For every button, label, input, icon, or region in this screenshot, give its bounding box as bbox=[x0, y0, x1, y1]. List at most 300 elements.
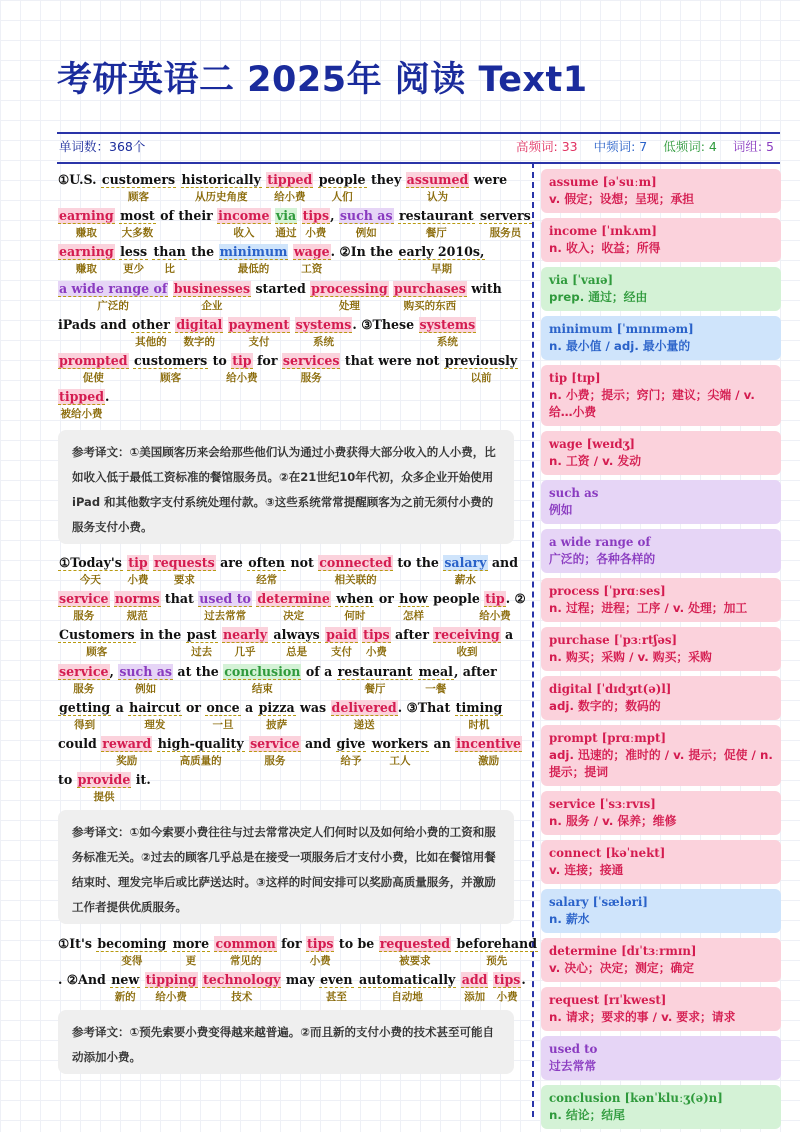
word-gloss: 支付 bbox=[248, 335, 270, 348]
vocab-card bbox=[541, 316, 781, 360]
plain-word: they bbox=[370, 172, 402, 187]
plain-word: , after bbox=[453, 663, 497, 679]
plain-word: the bbox=[195, 663, 219, 679]
word-gloss: 添加 bbox=[464, 991, 486, 1004]
word-gloss: 例如 bbox=[355, 227, 377, 240]
column-divider bbox=[532, 162, 534, 1117]
annotated-word bbox=[58, 389, 105, 421]
annotated-word bbox=[77, 772, 132, 804]
translation-1: 参考译文：①美国顾客历来会给那些他们认为通过小费获得大部分收入的人小费，比如收入低于最低工资标准的餐馆服务员。②在21世纪10年代初，众多企业开始使用 iPad 和其他数字支付系统处理付款。③这些系统常常提醒顾客为之前无须付小费的服务支付小费。 bbox=[58, 430, 514, 544]
vocab-card bbox=[541, 938, 781, 982]
annotated-word bbox=[226, 352, 258, 384]
annotated-word bbox=[127, 555, 149, 586]
vocab-definition: n. 最小值 / adj. 最小量的 bbox=[549, 339, 691, 353]
annotated-word bbox=[153, 555, 216, 586]
vocab-word: minimum [ˈmɪnɪməm] bbox=[549, 322, 694, 336]
word-text: than bbox=[153, 244, 186, 260]
vocab-card bbox=[541, 725, 781, 786]
word-text: requested bbox=[379, 936, 451, 951]
annotated-word bbox=[444, 352, 518, 384]
plain-word: , bbox=[109, 663, 114, 679]
annotated-word bbox=[443, 555, 487, 586]
plain-word: . ② bbox=[505, 591, 526, 607]
annotated-word bbox=[282, 352, 341, 384]
annotated-word bbox=[119, 244, 148, 276]
plain-word: could bbox=[58, 735, 97, 751]
word-gloss: 顾客 bbox=[160, 371, 182, 384]
word-gloss: 过去常常 bbox=[204, 610, 247, 623]
vocab-word: assume [əˈsuːm] bbox=[549, 175, 657, 189]
plain-word: to bbox=[58, 772, 73, 788]
plain-word: or bbox=[378, 591, 394, 607]
vocab-card bbox=[541, 267, 781, 311]
word-text: wage bbox=[293, 244, 330, 260]
vocab-definition: n. 收入；收益；所得 bbox=[549, 241, 661, 255]
annotated-word bbox=[272, 627, 320, 659]
word-text: earning bbox=[59, 208, 114, 224]
english-text bbox=[58, 244, 485, 276]
word-text: tip bbox=[128, 555, 148, 570]
annotated-word bbox=[114, 591, 161, 623]
vocab-word: via [ˈvaɪə] bbox=[549, 273, 614, 287]
text-line bbox=[58, 206, 531, 242]
annotated-word bbox=[175, 316, 223, 348]
word-text: tips bbox=[493, 972, 521, 988]
word-gloss: 变得 bbox=[121, 955, 143, 967]
english-text bbox=[58, 389, 110, 421]
vocab-card bbox=[541, 627, 781, 671]
annotated-word bbox=[393, 280, 467, 312]
word-text: salary bbox=[444, 555, 487, 570]
text-line bbox=[58, 279, 524, 315]
annotated-word bbox=[186, 627, 218, 659]
word-gloss: 小费 bbox=[309, 955, 331, 967]
annotated-word bbox=[58, 663, 110, 695]
word-gloss: 激励 bbox=[478, 754, 500, 767]
english-text bbox=[58, 663, 497, 695]
word-gloss: 给小费 bbox=[479, 610, 511, 623]
annotated-word bbox=[318, 172, 367, 203]
vocab-word: salary [ˈsæləri] bbox=[549, 895, 648, 909]
annotated-word bbox=[362, 627, 391, 659]
vocab-card bbox=[541, 889, 781, 933]
word-gloss: 小费 bbox=[365, 646, 387, 659]
annotated-word bbox=[455, 735, 522, 767]
annotated-word bbox=[398, 244, 486, 276]
word-text: technology bbox=[202, 972, 281, 988]
word-text: minimum bbox=[219, 244, 288, 260]
vocab-definition: n. 薪水 bbox=[549, 912, 590, 926]
word-text: businesses bbox=[173, 280, 251, 296]
word-gloss: 顾客 bbox=[128, 191, 150, 203]
word-gloss: 服务 bbox=[300, 371, 322, 384]
word-text: tips bbox=[363, 627, 390, 643]
word-text: less bbox=[120, 244, 148, 260]
word-text: ①Today's bbox=[59, 555, 122, 570]
word-gloss: 何时 bbox=[344, 610, 366, 623]
word-text: common bbox=[215, 936, 276, 951]
plain-word: a bbox=[324, 663, 333, 679]
plain-word: was bbox=[300, 699, 327, 715]
english-text bbox=[58, 772, 151, 804]
word-gloss: 小费 bbox=[305, 227, 327, 240]
word-text: previously bbox=[444, 352, 518, 368]
word-text: customers bbox=[101, 172, 176, 187]
word-text: assumed bbox=[406, 172, 469, 187]
word-gloss: 薪水 bbox=[454, 574, 476, 586]
word-text: payment bbox=[228, 316, 290, 332]
word-gloss: 工资 bbox=[301, 263, 323, 276]
annotated-word bbox=[219, 244, 289, 276]
vocab-definition: n. 过程；进程；工序 / v. 处理；加工 bbox=[549, 601, 748, 615]
plain-word: . bbox=[521, 972, 526, 988]
text-line bbox=[58, 589, 524, 625]
annotated-word bbox=[266, 172, 313, 203]
plain-word: or bbox=[185, 699, 201, 715]
word-gloss: 决定 bbox=[283, 610, 305, 623]
plain-word: a bbox=[115, 699, 124, 715]
annotated-word bbox=[379, 936, 451, 967]
word-gloss: 赚取 bbox=[75, 227, 97, 240]
paragraph-1 bbox=[58, 170, 531, 423]
plain-word: in bbox=[139, 627, 154, 643]
word-text: tipped bbox=[267, 172, 313, 187]
text-line bbox=[58, 242, 524, 278]
plain-word: a bbox=[245, 699, 254, 715]
word-gloss: 过去 bbox=[191, 646, 213, 659]
text-line bbox=[58, 387, 524, 423]
word-gloss: 给予 bbox=[340, 754, 362, 767]
plain-word: ①U.S. bbox=[58, 172, 97, 187]
english-text bbox=[58, 280, 502, 312]
annotated-word bbox=[398, 208, 475, 240]
word-gloss: 提供 bbox=[93, 791, 115, 804]
annotated-word bbox=[398, 591, 428, 623]
annotated-word bbox=[318, 555, 393, 586]
word-gloss: 餐厅 bbox=[364, 682, 386, 695]
word-gloss: 通过 bbox=[275, 227, 297, 240]
word-text: even bbox=[320, 972, 353, 988]
annotated-word bbox=[461, 972, 489, 1004]
annotated-word bbox=[181, 172, 262, 203]
plain-word: not bbox=[416, 352, 440, 368]
plain-word: be bbox=[357, 936, 375, 951]
annotated-word bbox=[157, 735, 245, 767]
annotated-word bbox=[198, 591, 252, 623]
word-gloss: 小费 bbox=[127, 574, 149, 586]
word-gloss: 给小费 bbox=[274, 191, 306, 203]
word-gloss: 赚取 bbox=[75, 263, 97, 276]
word-gloss: 怎样 bbox=[402, 610, 424, 623]
plain-word: iPads bbox=[58, 316, 96, 332]
annotated-word bbox=[336, 735, 367, 767]
vocab-card bbox=[541, 218, 781, 262]
english-text bbox=[58, 591, 526, 623]
annotated-word bbox=[58, 699, 111, 731]
annotated-word bbox=[310, 280, 388, 312]
vocab-word: tip [tɪp] bbox=[549, 371, 601, 385]
word-text: tip bbox=[485, 591, 505, 607]
word-gloss: 比 bbox=[164, 263, 175, 276]
annotated-word bbox=[133, 352, 208, 384]
word-text: systems bbox=[295, 316, 352, 332]
vocab-word: wage [weɪdʒ] bbox=[549, 437, 635, 451]
word-gloss: 服务 bbox=[73, 610, 95, 623]
vocab-word: service [ˈsɜːrvɪs] bbox=[549, 797, 656, 811]
annotated-word bbox=[302, 208, 331, 240]
vocab-word: digital [ˈdɪdʒɪt(ə)l] bbox=[549, 682, 672, 696]
annotated-word bbox=[337, 663, 414, 695]
vocab-definition: n. 服务 / v. 保养；维修 bbox=[549, 814, 677, 828]
word-gloss: 常见的 bbox=[229, 955, 262, 967]
annotated-word bbox=[205, 699, 240, 731]
word-gloss: 递送 bbox=[353, 718, 375, 731]
vocab-definition: n. 购买；采购 / v. 购买；采购 bbox=[549, 650, 712, 664]
plain-word: may bbox=[285, 972, 315, 988]
plain-word: were bbox=[378, 352, 412, 368]
annotated-word bbox=[131, 316, 171, 348]
plain-word: ③That bbox=[406, 699, 451, 715]
word-gloss: 工人 bbox=[389, 754, 411, 767]
word-text: nearly bbox=[222, 627, 268, 643]
word-text: early 2010s, bbox=[398, 244, 485, 260]
word-gloss: 新的 bbox=[114, 991, 136, 1004]
vocab-definition: n. 工资 / v. 发动 bbox=[549, 454, 642, 468]
word-gloss: 促使 bbox=[82, 371, 104, 384]
annotated-word bbox=[325, 627, 358, 659]
vocab-card bbox=[541, 1036, 781, 1080]
word-gloss: 一旦 bbox=[212, 718, 234, 731]
vocab-card bbox=[541, 529, 781, 573]
paragraph-2 bbox=[58, 553, 524, 806]
text-line bbox=[58, 734, 524, 770]
annotated-word bbox=[172, 936, 210, 967]
word-text: Customers bbox=[59, 627, 135, 643]
annotated-word bbox=[110, 972, 140, 1004]
plain-word: and bbox=[100, 316, 127, 332]
word-text: receiving bbox=[434, 627, 500, 643]
vocab-card bbox=[541, 365, 781, 426]
word-gloss: 几乎 bbox=[234, 646, 256, 659]
vocab-word: purchase [ˈpɜːrtʃəs] bbox=[549, 633, 678, 647]
vocab-word: a wide range of bbox=[549, 535, 651, 549]
vocab-definition: 过去常常 bbox=[549, 1059, 597, 1073]
annotated-word bbox=[479, 208, 532, 240]
word-text: via bbox=[275, 208, 297, 224]
word-gloss: 披萨 bbox=[266, 718, 288, 731]
plain-word: at bbox=[177, 663, 192, 679]
word-text: add bbox=[461, 972, 488, 988]
text-line bbox=[58, 662, 524, 698]
word-gloss: 支付 bbox=[330, 646, 352, 659]
word-gloss: 服务 bbox=[264, 754, 286, 767]
annotated-word bbox=[295, 316, 353, 348]
plain-word: for bbox=[257, 352, 278, 368]
word-gloss: 大多数 bbox=[121, 227, 154, 240]
word-gloss: 企业 bbox=[201, 299, 223, 312]
vocab-word: income [ˈɪnkʌm] bbox=[549, 224, 657, 238]
translation-2: 参考译文：①如今索要小费往往与过去常常决定人们何时以及如何给小费的工资和服务标准无关。②过去的顾客几乎总是在接受一项服务后才支付小费，比如在餐馆用餐结束时、理发完毕后或比萨送达时。③这样的时间安排可以奖励高质量服务，并激励工作者提供优质服务。 bbox=[58, 810, 514, 924]
word-text: such as bbox=[339, 208, 393, 224]
word-text: how bbox=[399, 591, 428, 607]
text-line bbox=[58, 625, 524, 661]
word-text: high-quality bbox=[157, 735, 244, 751]
word-text: new bbox=[111, 972, 140, 988]
paragraph-3 bbox=[58, 934, 538, 1006]
annotated-word bbox=[433, 627, 500, 659]
word-text: becoming bbox=[97, 936, 167, 951]
annotated-word bbox=[214, 936, 276, 967]
word-gloss: 预先 bbox=[486, 955, 508, 967]
vocab-definition: adj. 迅速的；准时的 / v. 提示；促使 / n. 提示；提词 bbox=[549, 748, 773, 779]
text-line bbox=[58, 970, 524, 1006]
word-text: automatically bbox=[358, 972, 456, 988]
word-text: used to bbox=[199, 591, 251, 607]
plain-word: a bbox=[505, 627, 514, 643]
annotated-word bbox=[455, 699, 504, 731]
vocab-word: connect [kəˈnekt] bbox=[549, 846, 666, 860]
english-text bbox=[58, 936, 538, 967]
annotated-word bbox=[101, 172, 176, 203]
text-line bbox=[58, 553, 524, 589]
word-gloss: 给小费 bbox=[226, 371, 258, 384]
word-gloss: 奖励 bbox=[116, 754, 138, 767]
plain-word: . bbox=[397, 699, 403, 715]
plain-word: it. bbox=[135, 772, 151, 788]
annotated-word bbox=[331, 699, 398, 731]
word-gloss: 甚至 bbox=[325, 991, 347, 1004]
plain-word: after bbox=[395, 627, 430, 643]
word-text: workers bbox=[371, 735, 429, 751]
word-text: getting bbox=[59, 699, 111, 715]
annotated-word bbox=[358, 972, 456, 1004]
word-text: more bbox=[172, 936, 210, 951]
english-text bbox=[58, 627, 514, 659]
annotated-word bbox=[293, 244, 331, 276]
word-gloss: 要求 bbox=[173, 574, 195, 586]
text-line bbox=[58, 934, 538, 970]
word-text: when bbox=[336, 591, 374, 607]
annotated-word bbox=[256, 591, 331, 623]
word-text: meal bbox=[418, 663, 453, 679]
high-frequency-count: 高频词: 33 bbox=[516, 139, 578, 154]
vocab-definition: prep. 通过；经由 bbox=[549, 290, 648, 304]
word-gloss: 经常 bbox=[256, 574, 278, 586]
word-gloss: 给小费 bbox=[155, 991, 187, 1004]
word-gloss: 收入 bbox=[233, 227, 255, 240]
word-gloss: 处理 bbox=[338, 299, 360, 312]
annotated-word bbox=[58, 627, 136, 659]
plain-word: to bbox=[338, 936, 354, 951]
annotated-word bbox=[128, 699, 181, 731]
word-gloss: 人们 bbox=[331, 191, 353, 203]
word-text: provide bbox=[77, 772, 131, 788]
plain-word: and bbox=[304, 735, 332, 751]
plain-word: are bbox=[220, 555, 243, 570]
english-text bbox=[58, 699, 503, 731]
word-text: most bbox=[120, 208, 155, 224]
word-gloss: 规范 bbox=[126, 610, 148, 623]
plain-word: . bbox=[105, 389, 110, 405]
annotated-word bbox=[455, 936, 538, 967]
word-gloss: 时机 bbox=[468, 718, 490, 731]
vocab-definition: n. 请求；要求的事 / v. 要求；请求 bbox=[549, 1010, 736, 1024]
word-gloss: 顾客 bbox=[86, 646, 108, 659]
annotated-word bbox=[58, 208, 115, 240]
word-text: tipped bbox=[59, 389, 105, 405]
word-text: service bbox=[250, 735, 300, 751]
plain-word: the bbox=[415, 555, 439, 570]
plain-word: , bbox=[330, 208, 335, 224]
word-gloss: 早期 bbox=[430, 263, 452, 276]
vocab-card bbox=[541, 1085, 781, 1129]
vocab-card bbox=[541, 431, 781, 475]
annotated-word bbox=[228, 316, 291, 348]
annotated-word bbox=[319, 972, 354, 1004]
word-text: restaurant bbox=[337, 663, 413, 679]
word-gloss: 更 bbox=[185, 955, 197, 967]
word-text: restaurant bbox=[398, 208, 474, 224]
word-text: such as bbox=[119, 663, 173, 679]
word-gloss: 服务员 bbox=[489, 227, 522, 240]
word-text: reward bbox=[102, 735, 152, 751]
word-gloss: 高质量的 bbox=[179, 754, 222, 767]
annotated-word bbox=[101, 735, 152, 767]
word-text: people bbox=[318, 172, 366, 187]
word-text: conclusion bbox=[224, 663, 301, 679]
english-text bbox=[58, 172, 508, 203]
annotated-word bbox=[58, 555, 123, 586]
vocab-definition: 例如 bbox=[549, 503, 573, 517]
vocab-word: determine [dɪˈtɜːrmɪn] bbox=[549, 944, 697, 958]
annotated-word bbox=[223, 663, 301, 695]
annotated-word bbox=[249, 735, 301, 767]
vocab-definition: v. 决心；决定；测定；确定 bbox=[549, 961, 695, 975]
word-text: timing bbox=[455, 699, 503, 715]
plain-word: ③These bbox=[361, 316, 415, 332]
plain-word: of bbox=[160, 208, 174, 224]
word-text: service bbox=[59, 591, 109, 607]
vocab-definition: v. 假定；设想；呈现；承担 bbox=[549, 192, 695, 206]
annotated-word bbox=[339, 208, 394, 240]
word-gloss: 得到 bbox=[74, 718, 96, 731]
stats-bar bbox=[57, 132, 780, 164]
word-text: once bbox=[206, 699, 240, 715]
mid-frequency-count: 中频词: 7 bbox=[593, 139, 648, 154]
word-text: prompted bbox=[59, 352, 128, 368]
word-text: tips bbox=[306, 936, 334, 951]
plain-word: . bbox=[352, 316, 357, 332]
plain-word: not bbox=[290, 555, 314, 570]
plain-word: of bbox=[305, 663, 320, 679]
word-count: 单词数：368个 bbox=[59, 139, 146, 154]
plain-word: ②In bbox=[339, 244, 366, 260]
annotated-word bbox=[145, 972, 198, 1004]
word-text: digital bbox=[176, 316, 223, 332]
vocab-card bbox=[541, 169, 781, 213]
annotated-word bbox=[222, 627, 268, 659]
word-text: always bbox=[273, 627, 320, 643]
annotated-word bbox=[418, 663, 454, 695]
plain-word: for bbox=[281, 936, 302, 951]
word-text: haircut bbox=[129, 699, 181, 715]
plain-word: the bbox=[370, 244, 394, 260]
word-text: tipping bbox=[145, 972, 197, 988]
word-gloss: 技术 bbox=[231, 991, 253, 1004]
english-text bbox=[58, 735, 522, 767]
english-text bbox=[58, 352, 518, 384]
word-gloss: 数字的 bbox=[183, 335, 216, 348]
